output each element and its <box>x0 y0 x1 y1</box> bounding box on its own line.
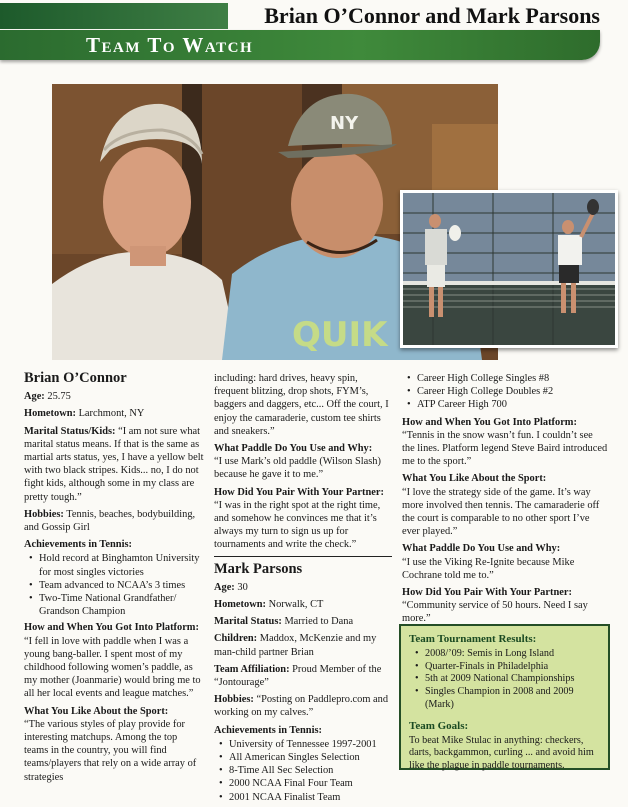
mark-name: Mark Parsons <box>214 560 303 577</box>
list-item: • Career High College Singles #8 <box>411 372 608 385</box>
list-item: • Two-Time National Grandfather/ Grandson Champion <box>33 592 204 618</box>
section-banner <box>0 30 600 60</box>
mark-children: Children: Maddox, McKenzie and my man-child partner Brian <box>214 633 377 658</box>
list-item: • 2000 NCAA Final Four Team <box>223 777 392 790</box>
mark-paddle: What Paddle Do You Use and Why: “I use the Viking Re-Ignite because Mike Cochrane told me to.” <box>402 543 575 581</box>
mark-hometown: Hometown: Norwalk, CT <box>214 599 324 611</box>
list-item: • All American Singles Selection <box>223 751 392 764</box>
list-item: • 5th at 2009 National Championships <box>421 673 600 686</box>
brian-pair: How Did You Pair With Your Partner: “I was in the right spot at the right time, and somehow he convinces me that it’s always my turn to sign us up for tournaments and write the check.” <box>214 486 384 551</box>
shirt-print-text: QUIK <box>292 315 388 355</box>
team-results-box <box>399 624 610 770</box>
brian-name: Brian O’Connor <box>24 370 127 386</box>
mark-achievements-heading: Achievements in Tennis: <box>214 724 322 736</box>
section-title: Team To Watch <box>86 33 254 57</box>
title-bar-accent <box>0 3 228 29</box>
brian-achievements-heading: Achievements in Tennis: <box>24 539 132 551</box>
brian-paddle: What Paddle Do You Use and Why: “I use Mark’s old paddle (Wilson Slash) because he gave it to me.” <box>214 443 381 481</box>
mark-marital: Marital Status: Married to Dana <box>214 616 354 628</box>
inset-action-photo <box>400 190 618 348</box>
brian-age: Age: 25.75 <box>24 391 71 403</box>
team-results-title: Team Tournament Results: <box>409 633 537 645</box>
list-item: • ATP Career High 700 <box>411 398 608 411</box>
mark-how-when: How and When You Got Into Platform: “Tennis in the snow wasn’t fun. I couldn’t see the lines. Platform legend Steve Baird introduced me to the sport.” <box>402 416 608 468</box>
list-item: • 2001 NCAA Finalist Team <box>223 791 392 804</box>
mark-age: Age: 30 <box>214 581 248 593</box>
column-middle <box>214 372 392 807</box>
mark-achievements-list-continued <box>402 372 608 412</box>
list-item: • Quarter-Finals in Philadelphia <box>421 661 600 674</box>
brian-hometown: Hometown: Larchmont, NY <box>24 408 145 420</box>
brian-marital: Marital Status/Kids: “I am not sure what marital status means. If that is the same as martial arts status, yes, I have a yellow belt with two black stripes. Kids... no, I do not fight kids, although some in my class are pretty tough.” <box>24 425 204 503</box>
team-goals-text: To beat Mike Stulac in anything: checkers, darts, backgammon, curling ... and avoid him like the plague in paddle tournaments. <box>409 734 594 772</box>
team-goals-title: Team Goals: <box>409 719 469 732</box>
column-mark-2 <box>402 372 608 630</box>
mark-pair: How Did You Pair With Your Partner: “Community service of 50 hours. Need I say more.” <box>402 587 588 625</box>
brian-like: What You Like About the Sport: “The various styles of play provide for interesting matchups. Among the top teams in the country, you will find teams/players that rely on a wide array of strategies <box>24 705 197 783</box>
article-title: Brian O’Connor and Mark Parsons <box>264 3 600 28</box>
divider <box>214 556 392 557</box>
mark-affiliation: Team Affiliation: Proud Member of the “Jontourage” <box>214 663 382 689</box>
column-brian-1 <box>24 372 204 788</box>
mark-hobbies: Hobbies: “Posting on Paddlepro.com and working on my calves.” <box>214 694 389 719</box>
list-item: • 8-Time All Sec Selection <box>223 764 392 777</box>
list-item: • University of Tennessee 1997-2001 <box>223 738 392 751</box>
cap-logo-text: NY <box>330 113 359 134</box>
inset-photo-illustration <box>403 193 615 345</box>
list-item: • 2008/’09: Semis in Long Island <box>421 648 600 661</box>
brian-how-when: How and When You Got Into Platform: “I fell in love with paddle when I was a young bang-baller. I spent most of my childhood following women’s paddle, as my mother (Joanmarie) would bring me to all her local events and league matches.” <box>24 622 201 700</box>
brian-hobbies: Hobbies: Tennis, beaches, bodybuilding, and Gossip Girl <box>24 508 196 534</box>
list-item: • Singles Champion in 2008 and 2009 (Mark) <box>421 686 600 712</box>
mark-like: What You Like About the Sport: “I love the strategy side of the game. It’s way more involved then tennis. The camaraderie off the court is comparable to no other sport I’ve ever played.” <box>402 473 600 538</box>
mark-achievements-list <box>214 738 392 804</box>
list-item: • Team advanced to NCAA’s 3 times <box>33 579 204 592</box>
brian-like-continued: including: hard drives, heavy spin, frequent blitzing, drop shots, FYM’s, baggers and daggers, etc... Off the court, I enjoy the camaraderie, custom tee shirts and sneakers.” <box>214 373 389 437</box>
brian-achievements-list <box>24 552 204 618</box>
list-item: • Career High College Doubles #2 <box>411 385 608 398</box>
list-item: • Hold record at Binghamton University for most singles victories <box>33 552 204 578</box>
team-results-list <box>409 648 600 712</box>
